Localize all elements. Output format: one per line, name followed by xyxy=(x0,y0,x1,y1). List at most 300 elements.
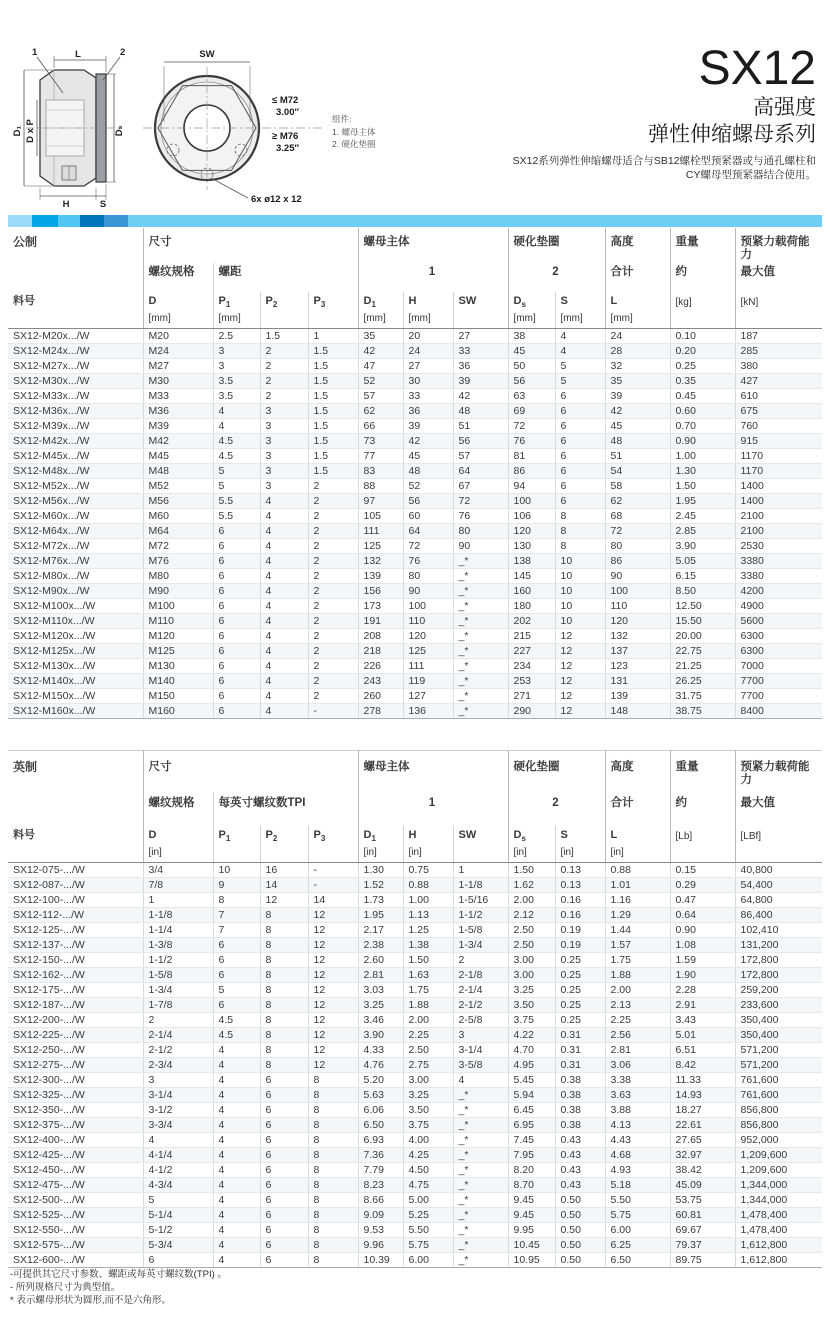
table-cell: 2 xyxy=(308,644,358,659)
table-cell: 6.45 xyxy=(508,1103,555,1118)
header-col-s: S [mm] xyxy=(555,292,605,329)
table-cell: 132 xyxy=(358,554,403,569)
table-cell: 3380 xyxy=(735,554,822,569)
table-cell: 111 xyxy=(403,659,453,674)
table-cell: 10 xyxy=(213,863,260,878)
table-cell: 7.45 xyxy=(508,1133,555,1148)
header-group-weight: 重量 xyxy=(670,751,735,793)
table-cell: 0.16 xyxy=(555,908,605,923)
table-cell: 2.50 xyxy=(403,1043,453,1058)
table-cell: 2 xyxy=(453,953,508,968)
table-cell: 2-1/2 xyxy=(143,1043,213,1058)
table-cell: SX12-M24x.../W xyxy=(8,344,143,359)
table-cell: 4 xyxy=(453,1073,508,1088)
table-cell: 160 xyxy=(508,584,555,599)
table-cell: 1,344,000 xyxy=(735,1178,822,1193)
table-cell: SX12-300-.../W xyxy=(8,1073,143,1088)
table-cell: SX12-125-.../W xyxy=(8,923,143,938)
table-cell: SX12-450-.../W xyxy=(8,1163,143,1178)
table-cell: 2 xyxy=(308,494,358,509)
table-cell: SX12-M64x.../W xyxy=(8,524,143,539)
table-cell: 7.36 xyxy=(358,1148,403,1163)
table-cell: 1170 xyxy=(735,449,822,464)
table-cell: 10.95 xyxy=(508,1253,555,1268)
table-cell: 1,478,400 xyxy=(735,1223,822,1238)
table-cell: M125 xyxy=(143,644,213,659)
header-col-s: S [in] xyxy=(555,826,605,863)
table-cell: 1 xyxy=(308,329,358,344)
table-row xyxy=(8,374,822,389)
table-cell: SX12-M100x.../W xyxy=(8,599,143,614)
table-row xyxy=(8,569,822,584)
table-row xyxy=(8,554,822,569)
table-cell: M33 xyxy=(143,389,213,404)
table-cell: 9.09 xyxy=(358,1208,403,1223)
table-cell: 9.53 xyxy=(358,1223,403,1238)
header-group-size: 尺寸 xyxy=(143,751,358,793)
description-line1: SX12系列弹性伸缩螺母适合与SB12螺栓型预紧器或与通孔螺柱和 xyxy=(512,155,816,167)
table-cell: 27 xyxy=(403,359,453,374)
table-cell: SX12-M80x.../W xyxy=(8,569,143,584)
table-cell: 7000 xyxy=(735,659,822,674)
table-cell: 0.31 xyxy=(555,1043,605,1058)
table-cell: 2.38 xyxy=(358,938,403,953)
table-cell: 52 xyxy=(358,374,403,389)
table-cell: 33 xyxy=(453,344,508,359)
table-cell: 1.5 xyxy=(260,329,308,344)
table-cell: 6 xyxy=(213,659,260,674)
table-cell: 8 xyxy=(308,1178,358,1193)
table-cell: 12 xyxy=(555,659,605,674)
table-cell: 6 xyxy=(555,404,605,419)
table-cell: 1.88 xyxy=(403,998,453,1013)
header-region-imperial: 英制 xyxy=(13,760,38,774)
header-col-force-unit: [kN] xyxy=(735,292,822,329)
table-cell: 1170 xyxy=(735,464,822,479)
table-cell: 12 xyxy=(308,998,358,1013)
table-cell: M150 xyxy=(143,689,213,704)
header-col-h: H [mm] xyxy=(403,292,453,329)
table-cell: _* xyxy=(453,689,508,704)
table-cell: M39 xyxy=(143,419,213,434)
table-cell: 6300 xyxy=(735,629,822,644)
header-col-p2: $P_2$ xyxy=(260,826,308,863)
table-cell: 2100 xyxy=(735,524,822,539)
table-cell: 1-3/8 xyxy=(143,938,213,953)
header-group-washer: 硬化垫圈 xyxy=(508,228,605,263)
table-cell: 0.60 xyxy=(670,404,735,419)
table-cell: 3.25 xyxy=(508,983,555,998)
table-cell: 2.81 xyxy=(605,1043,670,1058)
table-cell: 79.37 xyxy=(670,1238,735,1253)
table-cell: 0.43 xyxy=(555,1163,605,1178)
table-cell: 1.16 xyxy=(605,893,670,908)
table-row xyxy=(8,584,822,599)
table-cell: 64,800 xyxy=(735,893,822,908)
table-cell: 2.00 xyxy=(508,893,555,908)
header-group-size: 尺寸 xyxy=(143,228,358,263)
table-cell: _* xyxy=(453,644,508,659)
table-cell: 12 xyxy=(555,644,605,659)
table-cell: 12 xyxy=(308,1058,358,1073)
table-cell: 50 xyxy=(508,359,555,374)
table-cell: SX12-325-.../W xyxy=(8,1088,143,1103)
table-cell: 4 xyxy=(213,1148,260,1163)
table-cell: 106 xyxy=(508,509,555,524)
table-cell: 2 xyxy=(260,374,308,389)
table-row xyxy=(8,539,822,554)
table-row xyxy=(8,1178,822,1193)
table-cell: 7700 xyxy=(735,689,822,704)
table-cell: _* xyxy=(453,629,508,644)
header-col-ds: $D_s$ [mm] xyxy=(508,292,555,329)
table-cell: 12 xyxy=(308,923,358,938)
table-cell: 0.50 xyxy=(555,1238,605,1253)
dim-label-d1: D₁ xyxy=(12,125,23,137)
table-cell: 2 xyxy=(308,569,358,584)
table-cell: SX12-100-.../W xyxy=(8,893,143,908)
callout-2: 2 xyxy=(120,47,126,58)
table-row xyxy=(8,659,822,674)
table-cell: 8.42 xyxy=(670,1058,735,1073)
table-row xyxy=(8,983,822,998)
table-cell: 1.95 xyxy=(670,494,735,509)
table-cell: 3-1/4 xyxy=(143,1088,213,1103)
table-cell: 137 xyxy=(605,644,670,659)
table-cell: M20 xyxy=(143,329,213,344)
table-cell: 2 xyxy=(308,689,358,704)
table-cell: 0.13 xyxy=(555,878,605,893)
table-row xyxy=(8,404,822,419)
table-row xyxy=(8,998,822,1013)
table-cell: SX12-087-.../W xyxy=(8,878,143,893)
table-cell: 4 xyxy=(260,674,308,689)
table-cell: 187 xyxy=(735,329,822,344)
table-cell: 5 xyxy=(555,374,605,389)
table-cell: 4 xyxy=(260,569,308,584)
table-cell: 1.88 xyxy=(605,968,670,983)
table-row xyxy=(8,1253,822,1268)
table-cell: 5.25 xyxy=(403,1208,453,1223)
dim-label-sw: SW xyxy=(199,49,215,60)
table-cell: 8 xyxy=(555,539,605,554)
table-cell: 123 xyxy=(605,659,670,674)
table-cell: 1.00 xyxy=(403,893,453,908)
table-cell: 4-1/4 xyxy=(143,1148,213,1163)
table-cell: 3/4 xyxy=(143,863,213,878)
table-cell: 0.25 xyxy=(555,998,605,1013)
table-cell: M130 xyxy=(143,659,213,674)
table-cell: 3-1/2 xyxy=(143,1103,213,1118)
header-col-p1: $P_1$ [mm] xyxy=(213,292,260,329)
table-cell: M30 xyxy=(143,374,213,389)
table-cell: SX12-M76x.../W xyxy=(8,554,143,569)
table-cell: 4 xyxy=(213,1208,260,1223)
table-cell: 27.65 xyxy=(670,1133,735,1148)
table-cell: 26.25 xyxy=(670,674,735,689)
table-cell: 1.38 xyxy=(403,938,453,953)
table-row xyxy=(8,1073,822,1088)
table-cell: 2 xyxy=(308,599,358,614)
table-cell: 110 xyxy=(403,614,453,629)
table-cell: - xyxy=(308,878,358,893)
table-cell: 1-3/4 xyxy=(143,983,213,998)
table-cell: 1,478,400 xyxy=(735,1208,822,1223)
table-cell: 3.00 xyxy=(508,953,555,968)
table-cell: 8 xyxy=(308,1133,358,1148)
table-cell: 1.5 xyxy=(308,449,358,464)
table-row xyxy=(8,878,822,893)
table-cell: SX12-400-.../W xyxy=(8,1133,143,1148)
table-cell: 571,200 xyxy=(735,1043,822,1058)
table-cell: 68 xyxy=(605,509,670,524)
table-cell: 5 xyxy=(143,1193,213,1208)
table-cell: 136 xyxy=(403,704,453,719)
table-cell: 8 xyxy=(260,968,308,983)
table-cell: 72 xyxy=(403,539,453,554)
table-row xyxy=(8,629,822,644)
header-col-p1: $P_1$ xyxy=(213,826,260,863)
table-cell: 7.79 xyxy=(358,1163,403,1178)
table-cell: 760 xyxy=(735,419,822,434)
table-cell: 127 xyxy=(403,689,453,704)
table-cell: SX12-M110x.../W xyxy=(8,614,143,629)
table-cell: M60 xyxy=(143,509,213,524)
table-cell: SX12-225-.../W xyxy=(8,1028,143,1043)
table-cell: 1.5 xyxy=(308,374,358,389)
table-row xyxy=(8,434,822,449)
table-cell: 86,400 xyxy=(735,908,822,923)
table-cell: 6.00 xyxy=(605,1223,670,1238)
table-cell: 4.75 xyxy=(403,1178,453,1193)
table-cell: _* xyxy=(453,554,508,569)
table-cell: 6.06 xyxy=(358,1103,403,1118)
table-cell: 8 xyxy=(308,1088,358,1103)
table-cell: 7/8 xyxy=(143,878,213,893)
table-cell: 4200 xyxy=(735,584,822,599)
table-cell: 40,800 xyxy=(735,863,822,878)
table-cell: 2 xyxy=(308,659,358,674)
table-cell: 64 xyxy=(403,524,453,539)
table-cell: 39 xyxy=(453,374,508,389)
table-cell: 80 xyxy=(605,539,670,554)
table-cell: 132 xyxy=(605,629,670,644)
table-cell: 110 xyxy=(605,599,670,614)
table-cell: 2-1/4 xyxy=(453,983,508,998)
table-cell: 120 xyxy=(605,614,670,629)
table-cell: 6 xyxy=(260,1133,308,1148)
header-col-d: D [mm] xyxy=(143,292,213,329)
table-cell: 350,400 xyxy=(735,1028,822,1043)
table-cell: 3 xyxy=(260,434,308,449)
table-cell: 1-3/4 xyxy=(453,938,508,953)
accent-bar-segment xyxy=(8,215,32,227)
table-cell: 0.25 xyxy=(555,953,605,968)
table-cell: SX12-525-.../W xyxy=(8,1208,143,1223)
header-group-nut-body: 螺母主体 xyxy=(358,228,508,263)
table-cell: 6300 xyxy=(735,644,822,659)
table-row xyxy=(8,1193,822,1208)
table-cell: 4-1/2 xyxy=(143,1163,213,1178)
table-cell: 3.88 xyxy=(605,1103,670,1118)
table-cell: 1.50 xyxy=(403,953,453,968)
table-cell: 12 xyxy=(555,629,605,644)
table-cell: _* xyxy=(453,1148,508,1163)
table-cell: 7700 xyxy=(735,674,822,689)
table-cell: 4 xyxy=(213,1058,260,1073)
table-cell: 6.50 xyxy=(358,1118,403,1133)
table-cell: 172,800 xyxy=(735,953,822,968)
table-cell: 1.44 xyxy=(605,923,670,938)
table-cell: 234 xyxy=(508,659,555,674)
table-cell: 8.66 xyxy=(358,1193,403,1208)
title-block xyxy=(513,44,816,182)
table-row xyxy=(8,1238,822,1253)
metric-table-body xyxy=(8,329,822,719)
table-cell: 0.25 xyxy=(670,359,735,374)
table-cell: 1.59 xyxy=(670,953,735,968)
table-cell: 6 xyxy=(555,464,605,479)
table-cell: 90 xyxy=(605,569,670,584)
header-nut-number: 1 xyxy=(358,263,508,292)
table-cell: SX12-350-.../W xyxy=(8,1103,143,1118)
table-cell: 4 xyxy=(213,1073,260,1088)
table-cell: 8 xyxy=(260,1043,308,1058)
table-cell: 4.00 xyxy=(403,1133,453,1148)
table-cell: _* xyxy=(453,569,508,584)
accent-bar-segment xyxy=(58,215,80,227)
table-cell: 12 xyxy=(308,1013,358,1028)
table-cell: 67 xyxy=(453,479,508,494)
table-row xyxy=(8,1013,822,1028)
header-region-metric: 公制 xyxy=(13,235,38,249)
table-cell: 3.00 xyxy=(403,1073,453,1088)
table-cell: 6 xyxy=(260,1148,308,1163)
table-cell: 2.50 xyxy=(508,923,555,938)
table-cell: _* xyxy=(453,674,508,689)
table-cell: SX12-M27x.../W xyxy=(8,359,143,374)
table-cell: 0.38 xyxy=(555,1118,605,1133)
table-cell: 0.45 xyxy=(670,389,735,404)
table-cell: 5600 xyxy=(735,614,822,629)
header-washer-number: 2 xyxy=(508,792,605,826)
table-cell: 2.60 xyxy=(358,953,403,968)
table-cell: 2.50 xyxy=(508,938,555,953)
subtitle-line1: 高强度 xyxy=(753,96,816,119)
table-cell: SX12-M20x.../W xyxy=(8,329,143,344)
table-cell: 76 xyxy=(453,509,508,524)
header-group-preload: 预紧力载荷能力 xyxy=(735,228,822,263)
table-cell: 0.38 xyxy=(555,1088,605,1103)
table-cell: M72 xyxy=(143,539,213,554)
table-cell: M56 xyxy=(143,494,213,509)
table-cell: - xyxy=(308,863,358,878)
table-cell: 4 xyxy=(213,1193,260,1208)
table-cell: 208 xyxy=(358,629,403,644)
table-cell: 0.31 xyxy=(555,1058,605,1073)
table-cell: 1.95 xyxy=(358,908,403,923)
table-cell: 0.29 xyxy=(670,878,735,893)
header-group-height: 高度 xyxy=(605,751,670,793)
header-col-p3: $P_3$ xyxy=(308,292,358,329)
table-cell: 0.25 xyxy=(555,1013,605,1028)
table-cell: 1.5 xyxy=(308,389,358,404)
table-cell: 5.20 xyxy=(358,1073,403,1088)
table-cell: 1.5 xyxy=(308,404,358,419)
table-cell: _* xyxy=(453,1208,508,1223)
table-cell: 57 xyxy=(453,449,508,464)
table-cell: 63 xyxy=(508,389,555,404)
table-cell: 20 xyxy=(403,329,453,344)
table-cell: _* xyxy=(453,659,508,674)
series-description xyxy=(513,154,816,182)
table-cell: 1.62 xyxy=(508,878,555,893)
table-cell: 2 xyxy=(308,554,358,569)
table-cell: 1.5 xyxy=(308,434,358,449)
table-cell: 2.25 xyxy=(403,1028,453,1043)
table-cell: SX12-150-.../W xyxy=(8,953,143,968)
table-cell: 6 xyxy=(260,1193,308,1208)
table-cell: 0.90 xyxy=(670,923,735,938)
metric-table xyxy=(8,228,822,719)
table-cell: 1.5 xyxy=(308,344,358,359)
table-cell: 42 xyxy=(403,434,453,449)
table-cell: SX12-M30x.../W xyxy=(8,374,143,389)
table-cell: SX12-550-.../W xyxy=(8,1223,143,1238)
table-cell: 30 xyxy=(403,374,453,389)
dim-label-ds: Dₛ xyxy=(114,125,125,137)
table-cell: 427 xyxy=(735,374,822,389)
table-cell: 72 xyxy=(605,524,670,539)
table-cell: 53.75 xyxy=(670,1193,735,1208)
table-cell: 0.64 xyxy=(670,908,735,923)
table-cell: 10 xyxy=(555,584,605,599)
table-cell: 4 xyxy=(213,1043,260,1058)
table-cell: 856,800 xyxy=(735,1103,822,1118)
table-cell: 4 xyxy=(260,554,308,569)
table-cell: 2.81 xyxy=(358,968,403,983)
table-cell: 0.50 xyxy=(555,1208,605,1223)
table-cell: 259,200 xyxy=(735,983,822,998)
table-cell: 761,600 xyxy=(735,1088,822,1103)
table-cell: 56 xyxy=(403,494,453,509)
table-cell: 1,344,000 xyxy=(735,1193,822,1208)
table-cell: 2.45 xyxy=(670,509,735,524)
table-cell: 32.97 xyxy=(670,1148,735,1163)
table-cell: 14 xyxy=(308,893,358,908)
table-cell: 24 xyxy=(605,329,670,344)
table-cell: 100 xyxy=(508,494,555,509)
table-cell: 8 xyxy=(213,893,260,908)
front-view xyxy=(143,62,322,198)
dim-label-s: S xyxy=(99,199,107,210)
table-cell: 80 xyxy=(453,524,508,539)
table-cell: 38.42 xyxy=(670,1163,735,1178)
table-cell: 6 xyxy=(260,1208,308,1223)
table-cell: 1.08 xyxy=(670,938,735,953)
table-cell: 4 xyxy=(213,404,260,419)
table-cell: 86 xyxy=(508,464,555,479)
table-cell: 12 xyxy=(308,983,358,998)
table-row xyxy=(8,389,822,404)
table-cell: 6 xyxy=(213,953,260,968)
table-cell: 5.50 xyxy=(403,1223,453,1238)
table-cell: 76 xyxy=(508,434,555,449)
table-row xyxy=(8,908,822,923)
table-cell: 4-3/4 xyxy=(143,1178,213,1193)
table-cell: 5.45 xyxy=(508,1073,555,1088)
table-cell: 1.52 xyxy=(358,878,403,893)
